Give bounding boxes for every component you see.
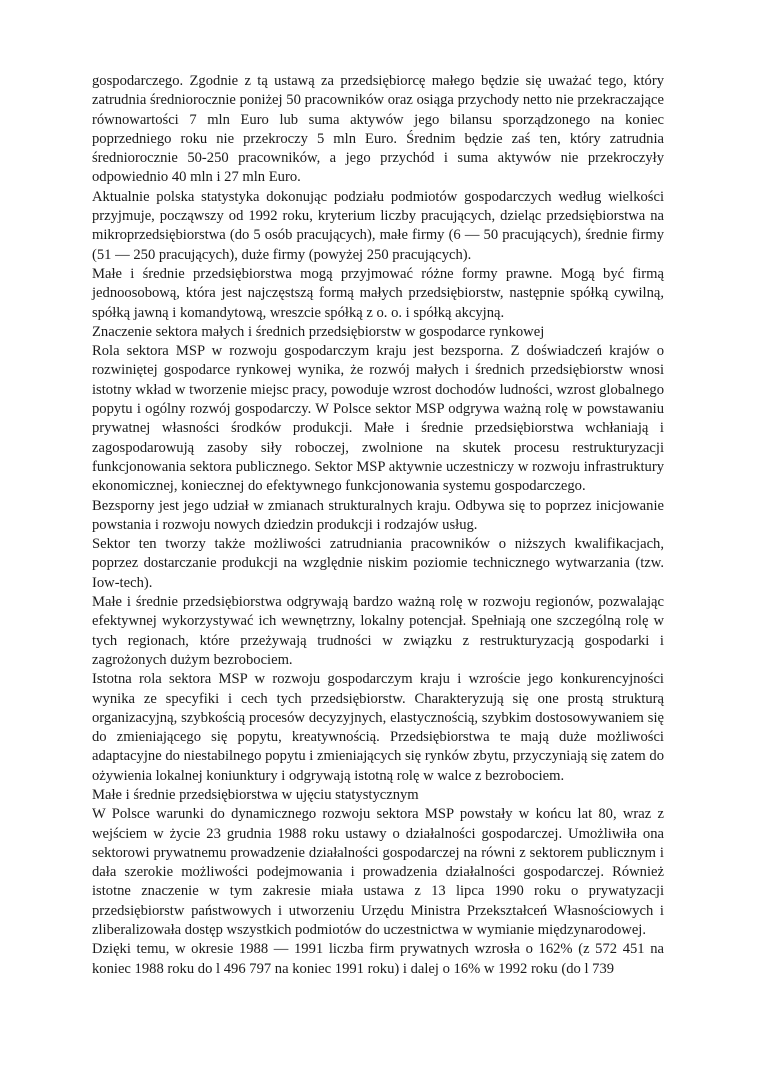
paragraph-statistics-criteria: Aktualnie polska statystyka dokonując podziału podmiotów gospodarczych według wielkości przyjmuje, począwszy od 1992 roku, kryterium liczby pracujących, dzieląc przedsiębiorstwa na mikroprzedsiębiorstwa (do 5 osób pracujących), małe firmy (6 — 50 pracujących), średnie firmy (51 — 250 pracujących), duże firmy (powyżej 250 pracujących). bbox=[92, 188, 664, 263]
section-heading-statistics: Małe i średnie przedsiębiorstwa w ujęciu statystycznym bbox=[92, 786, 419, 803]
section-heading-importance: Znaczenie sektora małych i średnich przedsiębiorstw w gospodarce rynkowej bbox=[92, 323, 545, 340]
paragraph-regional-development: Małe i średnie przedsiębiorstwa odgrywają bardzo ważną rolę w rozwoju regionów, pozwalając efektywnej wykorzystywać ich wewnętrzny, lokalny potencjał. Spełniają one szczególną rolę w tych regionach, które przeżywają trudności w związku z restrukturyzacją gospodarki i zagrożonych dużym bezrobociem. bbox=[92, 594, 664, 668]
paragraph-role-of-sme: Rola sektora MSP w rozwoju gospodarczym kraju jest bezsporna. Z doświadczeń krajów o rozwiniętej gospodarce rynkowej wynika, że rozwój małych i średnich przedsiębiorstw wnosi istotny wkład w tworzenie miejsc pracy, powoduje wzrost dochodów ludności, wzrost globalnego popytu i ogólny rozwój gospodarczy. W Polsce sektor MSP odgrywa ważną rolę w powstawaniu prywatnej własności środków produkcji. Małe i średnie przedsiębiorstwa wchłaniają i zagospodarowują zasoby siły roboczej, zwolnione na skutek procesu restrukturyzacji funkcjonowania sektora publicznego. Sektor MSP aktywnie uczestniczy w rozwoju infrastruktury ekonomicznej, koniecznej do efektywnego funkcjonowania systemu gospodarczego. bbox=[92, 343, 664, 495]
paragraph-growth-figures: Dzięki temu, w okresie 1988 — 1991 liczba firm prywatnych wzrosła o 162% (z 572 451 na koniec 1988 roku do l 496 797 na koniec 1991 roku) i dalej o 16% w 1992 roku (do l 739 bbox=[92, 941, 664, 977]
paragraph-legal-forms: Małe i średnie przedsiębiorstwa mogą przyjmować różne formy prawne. Mogą być firmą jednoosobową, która jest najczęstszą formą małych przedsiębiorstw, następnie spółką cywilną, spółką jawną i komandytową, wreszcie spółką z o. o. i spółką akcyjną. bbox=[92, 265, 664, 321]
document-page bbox=[92, 72, 664, 979]
paragraph-structural-changes: Bezsporny jest jego udział w zmianach strukturalnych kraju. Odbywa się to poprzez inicjowanie powstania i rozwoju nowych dziedzin produkcji i rodzajów usług. bbox=[92, 497, 664, 533]
paragraph-legal-conditions: W Polsce warunki do dynamicznego rozwoju sektora MSP powstały w końcu lat 80, wraz z wejściem w życie 23 grudnia 1988 roku ustawy o działalności gospodarczej. Umożliwiła ona sektorowi prywatnemu prowadzenie działalności gospodarczej na równi z sektorem publicznym i dała szerokie możliwości podejmowania i prowadzenia działalności gospodarczej. Również istotne znaczenie w tym zakresie miała ustawa z 13 lipca 1990 roku o prywatyzacji przedsiębiorstw państwowych i utworzeniu Urzędu Ministra Przekształceń Własnościowych i zliberalizowała dostęp wszystkich podmiotów do uczestnictwa w wymianie międzynarodowej. bbox=[92, 806, 664, 939]
paragraph-size-definitions: gospodarczego. Zgodnie z tą ustawą za przedsiębiorcę małego będzie się uważać tego, który zatrudnia średniorocznie poniżej 50 pracowników oraz osiąga przychody netto nie przekraczające równowartości 7 mln Euro lub suma aktywów jego bilansu sporządzonego na koniec poprzedniego roku nie przekroczy 5 mln Euro. Średnim będzie zaś ten, który zatrudnia średniorocznie 50-250 pracowników, a jego przychód i suma aktywów nie przekroczyły odpowiednio 40 mln i 27 mln Euro. bbox=[92, 73, 664, 186]
paragraph-employment: Sektor ten tworzy także możliwości zatrudniania pracowników o niższych kwalifikacjach, poprzez dostarczanie produkcji na względnie niskim poziomie technicznego wytwarzania (tzw. Iow-tech). bbox=[92, 536, 664, 591]
paragraph-competitiveness: Istotna rola sektora MSP w rozwoju gospodarczym kraju i wzroście jego konkurencyjności wynika ze specyfiki i cech tych przedsiębiorstw. Charakteryzują się one prostą strukturą organizacyjną, szybkością procesów decyzyjnych, elastycznością, szybkim dostosowywaniem się do zmieniającego się popytu, kreatywnością. Przedsiębiorstwa te mają duże możliwości adaptacyjne do niestabilnego popytu i zmieniających się rynków zbytu, przyczyniają się zatem do ożywienia lokalnej koniunktury i odgrywają istotną rolę w walce z bezrobociem. bbox=[92, 671, 664, 784]
